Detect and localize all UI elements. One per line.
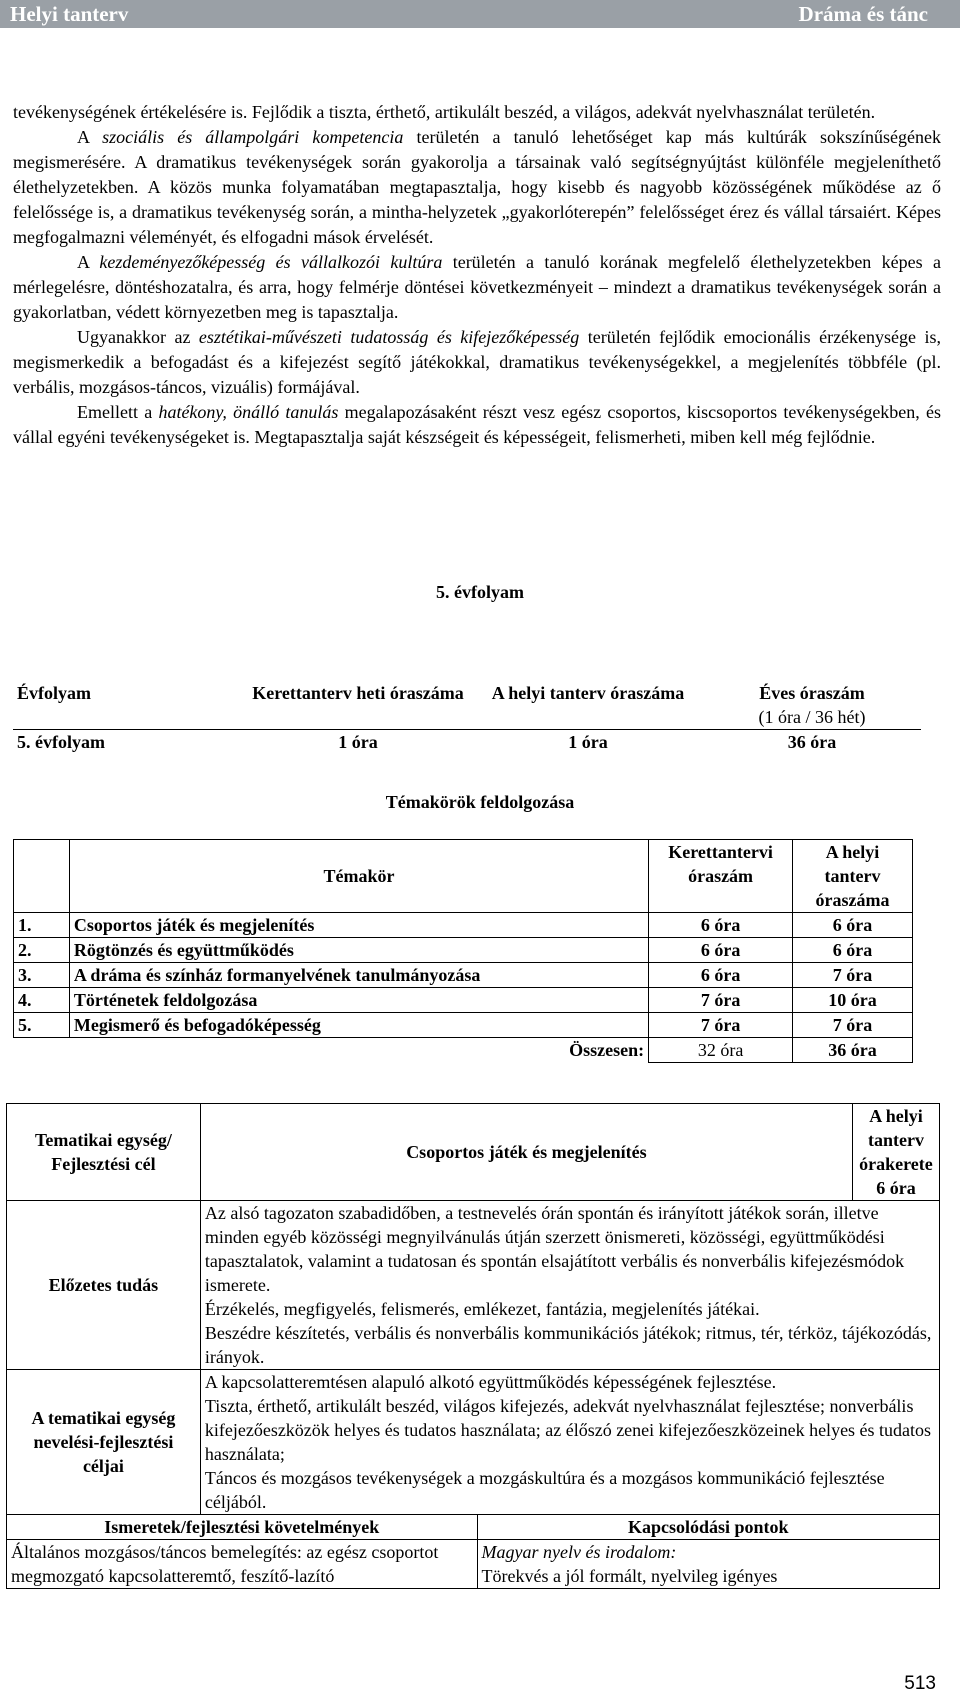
goals-text	[200, 1370, 939, 1515]
prior-knowledge-label: Előzetes tudás	[7, 1201, 201, 1370]
topic-frame-hours: 7 óra	[649, 1013, 793, 1038]
paragraph	[13, 400, 941, 450]
emphasized-text: szociális és állampolgári kompetencia	[102, 127, 404, 147]
links-cell	[477, 1540, 939, 1589]
topic-row	[14, 938, 913, 963]
topic-number: 2.	[14, 938, 70, 963]
hours-header-annual-label: Éves óraszám	[759, 683, 865, 703]
paragraph-text: területén a tanuló lehetőséget kap más kultúrák sokszínűségének megismerésére. A dramatikus tevékenységek során gyakorolja a társainak való segítségnyújtást különféle megjeleníthető élethelyzetekben. A közös munka folyamatában megtapasztalja, hogy kisebb és nagyobb közösségének működése az ő felelőssége is, a dramatikus tevékenység során, a mintha-helyzetek „gyakorlóterepén” felelősséget érez és vállal társaiért. Képes megfogalmazni véleményét, és elfogadni mások érvelését.	[13, 127, 941, 247]
emphasized-text: kezdeményezőképesség és vállalkozói kultúra	[99, 252, 443, 272]
topics-total-frame: 32 óra	[649, 1038, 793, 1063]
requirements-header-row	[7, 1515, 940, 1540]
topic-name: Megismerő és befogadóképesség	[69, 1013, 648, 1038]
topic-row	[14, 988, 913, 1013]
running-header	[0, 0, 960, 28]
prior-knowledge-text	[200, 1201, 939, 1370]
goals-line: Táncos és mozgásos tevékenységek a mozgáskultúra és a mozgásos kommunikáció fejlesztése céljából.	[204, 1468, 885, 1512]
topic-row	[14, 1013, 913, 1038]
paragraph	[13, 250, 941, 325]
goals-row	[7, 1370, 940, 1515]
hours-table-row	[13, 730, 921, 755]
topic-name: Rögtönzés és együttműködés	[69, 938, 648, 963]
unit-hours	[852, 1104, 939, 1201]
hours-table	[13, 681, 921, 754]
unit-table	[6, 1103, 940, 1589]
topics-title: Témakörök feldolgozása	[385, 792, 575, 812]
goals-label: A tematikai egység nevelési-fejlesztési céljai	[7, 1370, 201, 1515]
links-text: Törekvés a jól formált, nyelvileg igényes	[481, 1566, 778, 1586]
emphasized-text: hatékony, önálló tanulás	[158, 402, 339, 422]
topic-local-hours: 7 óra	[793, 1013, 913, 1038]
paragraph-text: Ugyanakkor az	[77, 327, 199, 347]
hours-cell-local: 1 óra	[568, 732, 608, 752]
topics-header-local: A helyi tanterv óraszáma	[793, 840, 913, 913]
topic-row	[14, 913, 913, 938]
topics-table-header	[14, 840, 913, 913]
topics-total-local: 36 óra	[793, 1038, 913, 1063]
topic-frame-hours: 6 óra	[649, 963, 793, 988]
prior-knowledge-line: Érzékelés, megfigyelés, felismerés, emlékezet, fantázia, megjelenítés játékai.	[204, 1299, 760, 1319]
topic-number: 3.	[14, 963, 70, 988]
hours-cell-grade: 5. évfolyam	[17, 732, 105, 752]
paragraph-text: A	[77, 252, 100, 272]
topics-header-frame: Kerettantervi óraszám	[649, 840, 793, 913]
page-number: 513	[904, 1673, 936, 1694]
prior-knowledge-line: Az alsó tagozaton szabadidőben, a testnevelés órán spontán és irányított játékok során, illetve minden egyéb közösségi megnyilvánulás útján szerzett önismereti, közösségi, együttműködési tapasztalatok, valamint a tudatosan és spontán elsajátított verbális és nonverbális kifejezésmódok ismerete.	[204, 1203, 905, 1295]
topic-name: A dráma és színház formanyelvének tanulmányozása	[69, 963, 648, 988]
requirements-header: Ismeretek/fejlesztési követelmények	[7, 1515, 478, 1540]
unit-header-row	[7, 1104, 940, 1201]
header-right-title: Dráma és tánc	[798, 2, 928, 26]
goals-line: Tiszta, érthető, artikulált beszéd, világos kifejezés, adekvát nyelvhasználat fejlesztése; nonverbális kifejezőeszközök helyes és tudatos használata; az élőszó zenei kifejezőeszközeinek helyes és tudatos használata;	[204, 1396, 932, 1464]
hours-header-frame: Kerettanterv heti óraszáma	[243, 681, 473, 730]
topics-table	[13, 839, 913, 1063]
requirements-text: Általános mozgásos/táncos bemelegítés: az egész csoportot megmozgató kapcsolatteremtő, feszítő-lazító	[7, 1540, 478, 1589]
topic-frame-hours: 7 óra	[649, 988, 793, 1013]
emphasized-text: esztétikai-művészeti tudatosság és kifejezőképesség	[198, 327, 580, 347]
paragraph-text: területén a tanuló korának megfelelő élethelyzetekben képes a mérlegelésre, döntéshozatalra, és arra, hogy felmérje döntései következményeit – mindezt a dramatikus tevékenységek során a gyakorlatban, védett környezetben meg is tapasztalja.	[13, 252, 941, 322]
topic-frame-hours: 6 óra	[649, 938, 793, 963]
topic-name: Történetek feldolgozása	[69, 988, 648, 1013]
paragraph	[13, 125, 941, 250]
hours-cell-frame: 1 óra	[338, 732, 378, 752]
paragraph-text: megalapozásaként részt vesz egész csoportos, kiscsoportos tevékenységekben, és vállal egyéni tevékenységeket is. Megtapasztalja saját készségeit és képességeit, felismerheti, miben kell még fejlődnie.	[13, 402, 942, 447]
prior-knowledge-line: Beszédre készítetés, verbális és nonverbális kommunikációs játékok; ritmus, tér, térköz, tájékozódás, irányok.	[204, 1323, 932, 1367]
hours-header-local: A helyi tanterv óraszáma	[473, 681, 703, 730]
topics-rows	[14, 913, 913, 1038]
header-left-title: Helyi tanterv	[10, 2, 129, 26]
links-header: Kapcsolódási pontok	[477, 1515, 939, 1540]
topic-number: 4.	[14, 988, 70, 1013]
hours-table-header	[13, 681, 921, 730]
paragraph-text: A	[77, 127, 103, 147]
topic-frame-hours: 6 óra	[649, 913, 793, 938]
paragraph	[13, 325, 941, 400]
unit-hours-value: 6 óra	[876, 1178, 916, 1198]
unit-hours-label: A helyi tanterv órakerete	[859, 1106, 933, 1174]
links-subject: Magyar nyelv és irodalom:	[481, 1542, 677, 1562]
topic-local-hours: 10 óra	[793, 988, 913, 1013]
hours-header-annual	[703, 681, 921, 730]
goals-line: A kapcsolatteremtésen alapuló alkotó együttműködés képességének fejlesztése.	[204, 1372, 777, 1392]
hours-header-grade: Évfolyam	[13, 681, 243, 730]
topic-local-hours: 6 óra	[793, 938, 913, 963]
topic-local-hours: 7 óra	[793, 963, 913, 988]
prior-knowledge-row	[7, 1201, 940, 1370]
grade-title: 5. évfolyam	[436, 582, 524, 602]
requirements-row	[7, 1540, 940, 1589]
topic-number: 5.	[14, 1013, 70, 1038]
paragraph-text: területén fejlődik emocionális érzékenysége is, megismerkedik a befogadást és a kifejezést segítő játékokkal, dramatikus tevékenységekkel, a megjelenítés többféle (pl. verbális, mozgásos-táncos, vizuális) formájával.	[13, 327, 942, 397]
paragraph	[13, 100, 941, 125]
unit-label: Tematikai egység/ Fejlesztési cél	[7, 1104, 201, 1201]
topic-number: 1.	[14, 913, 70, 938]
unit-name: Csoportos játék és megjelenítés	[200, 1104, 852, 1201]
body-text	[13, 100, 941, 450]
paragraph-text: tevékenységének értékelésére is. Fejlődik a tiszta, érthető, artikulált beszéd, a világos, adekvát nyelvhasználat területén.	[13, 102, 876, 122]
topics-total-row	[14, 1038, 913, 1063]
topics-header-number	[14, 840, 70, 913]
topic-name: Csoportos játék és megjelenítés	[69, 913, 648, 938]
topics-header-topic: Témakör	[69, 840, 648, 913]
hours-cell-annual: 36 óra	[787, 732, 837, 752]
topics-total-label: Összesen:	[569, 1040, 645, 1060]
paragraph-text: Emellett a	[77, 402, 159, 422]
hours-header-annual-sub: (1 óra / 36 hét)	[758, 707, 866, 727]
topic-local-hours: 6 óra	[793, 913, 913, 938]
topic-row	[14, 963, 913, 988]
